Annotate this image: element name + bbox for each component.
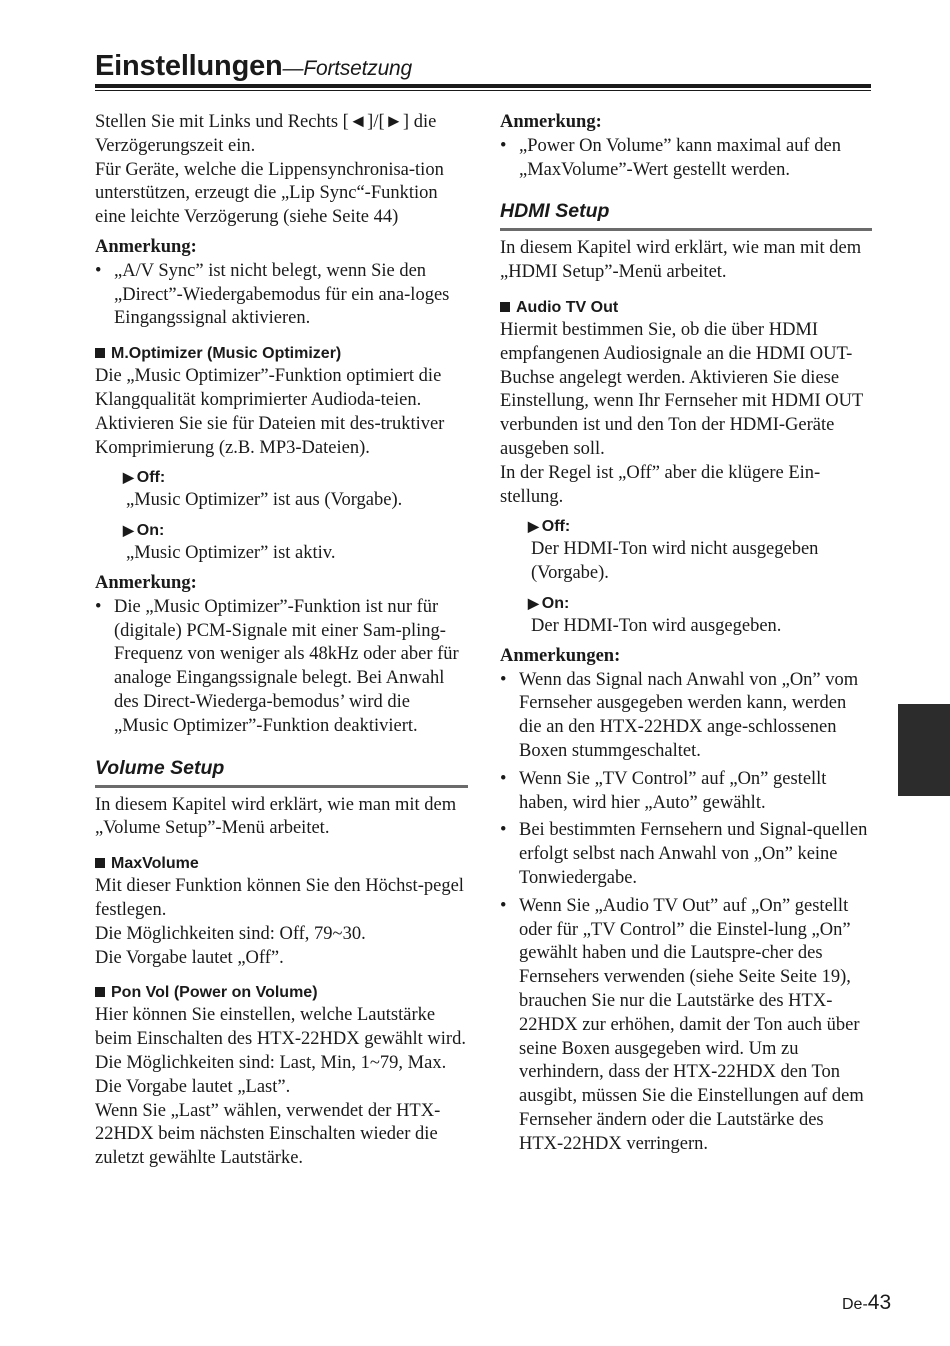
page-title <box>95 46 871 89</box>
note-list <box>95 260 468 331</box>
option-label: Off: <box>541 518 571 536</box>
option-text: Der HDMI-Ton wird nicht ausgegeben (Vorgabe). <box>531 539 819 584</box>
option-label: On: <box>541 594 570 612</box>
triangle-right-icon: ▶ <box>123 469 134 486</box>
square-bullet-icon <box>95 348 105 358</box>
right-column <box>500 111 872 1160</box>
intro-paragraph: Für Geräte, welche die Lippensynchronisa-tion unterstützen, erzeugt die „Lip Sync“-Funktion eine leichte Verzögerung (siehe Seite 44) <box>95 159 444 228</box>
note-list <box>500 135 872 183</box>
triangle-right-icon: ▶ <box>123 522 134 539</box>
audio-tv-out-text: In der Regel ist „Off” aber die klügere Ein-stellung. <box>500 462 821 507</box>
moptimizer-heading-text: M.Optimizer (Music Optimizer) <box>111 345 342 363</box>
ponvol-heading-text: Pon Vol (Power on Volume) <box>111 984 318 1002</box>
section-intro: In diesem Kapitel wird erklärt, wie man mit dem „Volume Setup”-Menü arbeitet. <box>95 794 457 839</box>
ponvol-text: Die Möglichkeiten sind: Last, Min, 1~79, Max. Die Vorgabe lautet „Last”. <box>95 1052 447 1097</box>
audio-tv-out-heading <box>500 297 872 319</box>
maxvolume-text: Die Möglichkeiten sind: Off, 79~30. <box>95 923 366 944</box>
header-rule-thin <box>95 90 871 91</box>
maxvolume-text: Die Vorgabe lautet „Off”. <box>95 947 284 968</box>
section-intro: In diesem Kapitel wird erklärt, wie man mit dem „HDMI Setup”-Menü arbeitet. <box>500 238 862 283</box>
section-tab-marker <box>898 704 950 796</box>
section-title-hdmi-setup: HDMI Setup <box>500 198 872 231</box>
audio-tv-out-heading-text: Audio TV Out <box>516 298 619 316</box>
square-bullet-icon <box>95 987 105 997</box>
note-heading: Anmerkung: <box>500 112 602 132</box>
note-item: • „Power On Volume” kann maximal auf den „MaxVolume”-Wert gestellt werden. <box>500 135 872 183</box>
page-number <box>842 1290 891 1318</box>
triangle-right-icon: ▶ <box>528 594 539 611</box>
note-item: • Bei bestimmten Fernsehern und Signal-quellen erfolgt selbst nach Anwahl von „On” keine Tonwiedergabe. <box>500 819 872 890</box>
intro-paragraph: Stellen Sie mit Links und Rechts [◄]/[►] die Verzögerungszeit ein. <box>95 112 437 156</box>
note-list <box>95 596 468 739</box>
note-item: • „A/V Sync” ist nicht belegt, wenn Sie den „Direct”-Wiedergabemodus für ein ana-loges Eingangssignal aktivieren. <box>95 260 468 331</box>
ponvol-heading <box>95 982 468 1004</box>
notes-list <box>500 669 872 1157</box>
note-heading: Anmerkung: <box>95 572 197 593</box>
page-number-prefix: De- <box>842 1296 868 1313</box>
option-heading-off <box>123 466 468 489</box>
moptimizer-text: Die „Music Optimizer”-Funktion optimiert die Klangqualität komprimierter Audioda-teien. Aktivieren Sie sie für Dateien mit des-truktiver Komprimierung (z.B. MP3-Dateien). <box>95 366 445 458</box>
option-heading-off <box>528 515 872 538</box>
note-heading: Anmerkung: <box>95 236 197 257</box>
option-heading-on <box>123 519 468 542</box>
maxvolume-heading-text: MaxVolume <box>111 855 199 873</box>
triangle-right-icon: ▶ <box>528 518 539 535</box>
square-bullet-icon <box>500 302 510 312</box>
audio-tv-out-text: Hiermit bestimmen Sie, ob die über HDMI empfangenen Audiosignale an die HDMI OUT-Buchse angelegt werden. Aktivieren Sie diese Einstellung, wenn Ihr Fernseher mit HDMI OUT verbunden ist und den Ton der HDMI-Geräte ausgeben soll. <box>500 319 863 459</box>
note-item: • Die „Music Optimizer”-Funktion ist nur für (digitale) PCM-Signale mit einer Sam-pling-Frequenz von weniger als 48kHz oder aber für analoge Eingangssignale belegt. Bei Anwahl des Direct-Wiederga-bemodus’ wird die „Music Optimizer”-Funktion deaktiviert. <box>95 596 468 739</box>
option-heading-on <box>528 592 872 615</box>
option-text: „Music Optimizer” ist aus (Vorgabe). <box>126 490 403 511</box>
ponvol-text: Hier können Sie einstellen, welche Lautstärke beim Einschalten des HTX-22HDX gewählt wird. <box>95 1005 466 1050</box>
option-text: Der HDMI-Ton wird ausgegeben. <box>531 615 782 636</box>
note-item: • Wenn Sie „Audio TV Out” auf „On” gestellt oder für „TV Control” die Einstel-lung „On” gewählt haben und die Lautspre-cher des Fernsehers verwenden (siehe Seite Seite 19), brauchen Sie nur die Lautstärke des HTX-22HDX zur erhöhen, damit der Ton auch über seine Boxen ausgegeben wird. Um zu verhindern, dass der HTX-22HDX den Ton ausgibt, müssen Sie die Einstellungen auf dem Fernseher ändern oder die Lautstärke des HTX-22HDX verringern. <box>500 895 872 1157</box>
option-label: Off: <box>136 469 166 487</box>
left-column <box>95 111 468 1171</box>
maxvolume-heading <box>95 853 468 875</box>
maxvolume-text: Mit dieser Funktion können Sie den Höchst-pegel festlegen. <box>95 876 464 920</box>
square-bullet-icon <box>95 858 105 868</box>
header-rule <box>95 84 871 88</box>
moptimizer-heading <box>95 343 468 365</box>
option-label: On: <box>136 522 165 540</box>
note-item: • Wenn das Signal nach Anwahl von „On” vom Fernseher ausgegeben werden kann, werden die an den HTX-22HDX ange-schlossenen Boxen stummgeschaltet. <box>500 669 872 764</box>
ponvol-text: Wenn Sie „Last” wählen, verwendet der HTX-22HDX beim nächsten Einschalten wieder die zuletzt gewählte Lautstärke. <box>95 1100 441 1169</box>
section-title-volume-setup: Volume Setup <box>95 755 468 788</box>
page-header <box>95 46 871 89</box>
page-title-subtitle: —Fortsetzung <box>282 57 413 80</box>
option-text: „Music Optimizer” ist aktiv. <box>126 543 336 564</box>
page-number-value: 43 <box>867 1291 892 1314</box>
page-title-main: Einstellungen <box>95 50 283 82</box>
note-item: • Wenn Sie „TV Control” auf „On” gestellt haben, wird hier „Auto” gewählt. <box>500 768 872 816</box>
notes-heading: Anmerkungen: <box>500 645 621 666</box>
